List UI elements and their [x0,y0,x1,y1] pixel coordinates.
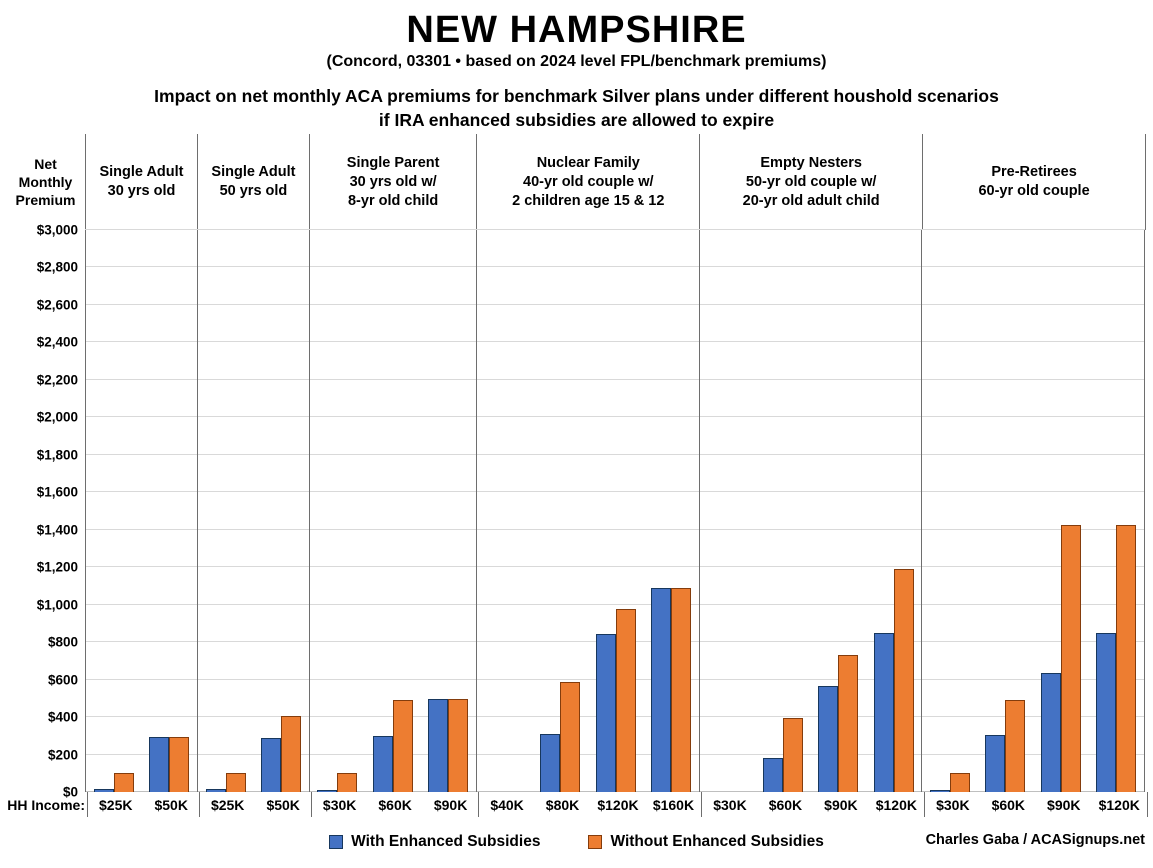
bar-with-subsidies [1096,633,1116,792]
bar-slot [643,230,698,792]
scenario-headers [85,134,1146,230]
bar-slot [86,230,141,792]
bar-without-subsidies [226,773,246,792]
scenario-header-line: 8-yr old child [347,192,439,209]
y-tick-label: $2,000 [36,409,78,425]
chart-title [0,84,1153,132]
scenario-header-line: 60-yr old couple [978,183,1090,199]
bar-slot [310,230,365,792]
scenario-x-labels [200,792,312,817]
income-tick-label: $90K [824,796,858,813]
bar-with-subsidies [651,588,671,792]
bar-without-subsidies [1005,700,1025,792]
bar-slot [1033,230,1088,792]
income-tick-label: $30K [322,796,357,813]
bar-with-subsidies [540,734,560,792]
hh-income-label: HH Income: [7,796,85,813]
x-axis-labels [87,792,1148,817]
y-tick-label: $2,200 [36,372,78,388]
income-tick-label: $30K [713,796,747,813]
bar-slot [1089,230,1144,792]
y-tick-label: $200 [47,747,78,763]
bar-without-subsidies [616,609,636,792]
legend-label: With Enhanced Subsidies [351,833,541,850]
bar-slot [365,230,420,792]
y-axis-ticks [0,222,85,800]
bar-with-subsidies [596,634,616,792]
bar-without-subsidies [337,773,357,792]
y-axis-title [0,134,85,230]
bar-slot [421,230,476,792]
bar-with-subsidies [930,790,950,793]
y-tick-label: $1,200 [36,559,78,575]
y-tick-label: $1,800 [36,447,78,463]
scenario-header [198,134,310,230]
bar-with-subsidies [317,790,337,793]
scenario-x-labels [88,792,200,817]
scenario-header-line: 50-yr old couple w/ [745,173,877,190]
bar-slot [866,230,921,792]
y-tick-label: $600 [47,672,78,688]
bar-pair [373,700,413,792]
scenario-header [86,134,198,230]
income-tick-label: $60K [378,796,412,813]
income-tick-label: $160K [652,796,695,813]
bar-slot [253,230,308,792]
bar-slot [755,230,810,792]
income-tick-label: $40K [490,796,524,813]
income-tick-label: $25K [99,796,133,813]
bar-with-subsidies [206,789,226,792]
bar-without-subsidies [393,700,413,792]
income-tick-label: $50K [154,796,188,813]
chart-title-line2: if IRA enhanced subsidies are allowed to expire [378,110,775,130]
y-tick-label: $2,400 [36,334,78,350]
bar-without-subsidies [950,773,970,792]
bar-slot [810,230,865,792]
bar-pair [540,682,580,792]
y-tick-label: $800 [47,634,78,650]
scenario-header-line: 20-yr old adult child [742,192,880,209]
bar-slot [588,230,643,792]
bar-with-subsidies [373,736,393,792]
scenario-header-line: 30 yrs old [107,183,176,199]
bar-pair [985,700,1025,792]
bar-with-subsidies [1041,673,1061,792]
scenario-header-line: Single Parent [346,154,440,171]
y-tick-label: $2,800 [36,259,78,275]
scenario-header-line: 2 children age 15 & 12 [512,192,665,209]
y-axis-title-line: Net [34,156,57,172]
bar-slot [141,230,196,792]
legend-label: Without Enhanced Subsidies [610,833,824,850]
page [0,8,1153,868]
scenario-header [477,134,700,230]
attribution: Charles Gaba / ACASignups.net [925,832,1145,848]
bar-with-subsidies [818,686,838,792]
bar-without-subsidies [560,682,580,792]
y-tick-label: $1,400 [36,522,78,538]
bar-pair [874,569,914,792]
bar-pair [1041,525,1081,792]
state-title: NEW HAMPSHIRE [406,9,747,51]
bar-pair [651,588,691,792]
income-tick-label: $30K [936,796,970,813]
without-subsidies-swatch-icon [588,835,602,849]
scenario-header-line: 40-yr old couple w/ [523,173,654,190]
bar-pair [317,773,357,792]
income-tick-label: $25K [210,796,245,813]
bar-without-subsidies [838,655,858,792]
bar-with-subsidies [985,735,1005,792]
bar-pair [763,718,803,792]
bar-pair [428,699,468,792]
scenario-x-labels [479,792,702,817]
bar-with-subsidies [428,699,448,792]
plot-groups [85,230,1145,792]
scenario-x-labels [702,792,925,817]
scenario-x-labels [925,792,1148,817]
income-tick-label: $120K [597,796,639,813]
bar-with-subsidies [763,758,783,792]
y-tick-label: $1,000 [36,597,78,613]
scenario-header [310,134,477,230]
chart-title-line1: Impact on net monthly ACA premiums for benchmark Silver plans under different houshold scenarios [154,86,999,106]
y-axis-title-line: Premium [15,192,76,208]
scenario-plot [310,230,477,792]
bar-slot [198,230,253,792]
bar-slot [477,230,532,792]
bar-without-subsidies [671,588,691,792]
bar-without-subsidies [1116,525,1136,792]
bar-with-subsidies [94,789,114,792]
with-subsidies-swatch-icon [329,835,343,849]
legend-item-with-subsidies [329,833,540,851]
bar-without-subsidies [448,699,468,792]
scenario-header-line: 50 yrs old [219,183,288,199]
bar-pair [818,655,858,792]
bar-slot [700,230,755,792]
location-subtitle: (Concord, 03301 • based on 2024 level FPL/benchmark premiums) [326,53,827,70]
scenario-header [923,134,1146,230]
scenario-plot [477,230,700,792]
bar-slot [922,230,977,792]
income-tick-label: $90K [1047,796,1081,813]
bar-pair [261,716,301,792]
income-tick-label: $120K [875,796,917,813]
scenario-header-line: Single Adult [99,164,184,180]
bar-without-subsidies [783,718,803,792]
bar-pair [596,609,636,792]
chart [0,134,1153,817]
bar-pair [149,737,189,792]
bar-with-subsidies [261,738,281,792]
scenario-header-line: 30 yrs old w/ [349,173,437,190]
scenario-plot [700,230,923,792]
y-tick-label: $3,000 [36,222,78,238]
income-tick-label: $80K [545,796,580,813]
bar-pair [1096,525,1136,792]
scenario-plot [922,230,1145,792]
y-tick-label: $1,600 [36,484,78,500]
x-axis-row [0,792,1153,817]
scenario-header-line: Empty Nesters [760,154,862,171]
y-tick-label: $2,600 [36,297,78,313]
plot-row [0,222,1153,800]
bar-slot [978,230,1033,792]
income-tick-label: $60K [768,796,803,813]
bar-pair [94,773,134,792]
bar-with-subsidies [149,737,169,792]
scenario-header-line: Pre-Retirees [991,164,1077,180]
y-tick-label: $0 [62,784,78,800]
bar-with-subsidies [874,633,894,792]
scenario-plot [86,230,198,792]
y-tick-label: $400 [47,709,78,725]
bar-slot [532,230,587,792]
bar-without-subsidies [894,569,914,792]
legend-item-without-subsidies [588,833,823,851]
scenario-plot [198,230,310,792]
scenario-header [700,134,923,230]
bar-without-subsidies [281,716,301,792]
scenario-header-line: Single Adult [211,164,296,180]
bar-without-subsidies [114,773,134,792]
income-tick-label: $90K [433,796,468,813]
income-tick-label: $120K [1098,796,1140,813]
y-axis-title-line: Monthly [18,174,73,190]
bar-pair [206,773,246,792]
bar-without-subsidies [1061,525,1081,792]
scenario-x-labels [312,792,479,817]
bar-without-subsidies [169,737,189,792]
income-tick-label: $60K [991,796,1026,813]
bar-pair [930,773,970,792]
header-row [0,134,1153,230]
income-tick-label: $50K [266,796,300,813]
plot-area [85,230,1145,792]
scenario-header-line: Nuclear Family [536,154,640,171]
